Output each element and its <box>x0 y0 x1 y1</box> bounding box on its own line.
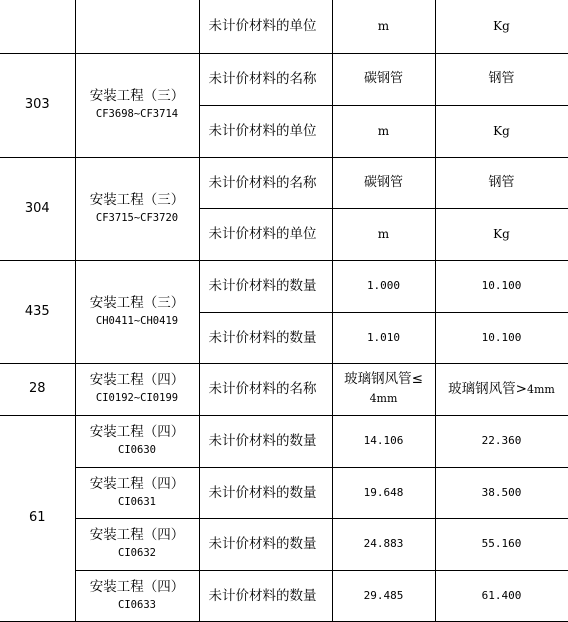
value-size: 4mm <box>369 392 398 405</box>
project-name: 安装工程（四） <box>89 372 185 388</box>
value-cell-2: Kg <box>435 105 568 157</box>
value-cell-2: 61.400 <box>435 570 568 621</box>
attribute-label: 未计价材料的数量 <box>199 518 332 570</box>
value-cell-1: 碳钢管 <box>332 157 435 208</box>
project-name: 安装工程（四） <box>89 578 185 595</box>
project-cell <box>75 415 199 467</box>
value-cell-1: m <box>332 105 435 157</box>
table-row <box>0 157 568 208</box>
id-cell: 435 <box>0 260 75 363</box>
value-cell-2 <box>435 363 568 415</box>
attribute-label: 未计价材料的名称 <box>199 363 332 415</box>
value-cell-2: 55.160 <box>435 518 568 570</box>
project-name: 安装工程（四） <box>89 527 185 543</box>
table-row <box>0 53 568 105</box>
value-text: 玻璃钢风管≤ <box>344 371 423 387</box>
project-name: 安装工程（三） <box>89 294 185 311</box>
project-cell <box>75 570 199 621</box>
value-size: 4mm <box>526 382 555 396</box>
table-row <box>0 415 568 467</box>
project-name: 安装工程（四） <box>89 424 185 440</box>
project-code: CI0632 <box>118 547 156 559</box>
value-cell-1: 29.485 <box>332 570 435 621</box>
value-cell-2: 10.100 <box>435 260 568 312</box>
value-cell-2: 38.500 <box>435 467 568 518</box>
value-cell-2: 钢管 <box>435 157 568 208</box>
id-cell: 61 <box>0 415 75 621</box>
attribute-label: 未计价材料的单位 <box>199 208 332 260</box>
attribute-label: 未计价材料的单位 <box>199 0 332 53</box>
table-row <box>0 260 568 312</box>
project-name: 安装工程（三） <box>89 88 185 104</box>
project-code: CI0192~CI0199 <box>95 392 179 404</box>
project-cell <box>75 363 199 415</box>
project-name: 安装工程（三） <box>89 191 185 208</box>
project-cell <box>75 518 199 570</box>
value-cell-1: m <box>332 0 435 53</box>
project-cell <box>75 157 199 260</box>
project-code: CI0631 <box>118 495 156 508</box>
attribute-label: 未计价材料的数量 <box>199 260 332 312</box>
project-cell <box>75 0 199 53</box>
project-cell <box>75 467 199 518</box>
value-cell-2: Kg <box>435 0 568 53</box>
project-code: CH0411~CH0419 <box>95 314 179 327</box>
table-row <box>0 363 568 415</box>
id-cell: 304 <box>0 157 75 260</box>
value-cell-1: 1.000 <box>332 260 435 312</box>
project-code: CI0633 <box>118 598 156 611</box>
value-cell-1: 24.883 <box>332 518 435 570</box>
project-cell <box>75 53 199 157</box>
project-code: CF3698~CF3714 <box>95 108 179 120</box>
attribute-label: 未计价材料的数量 <box>199 570 332 621</box>
id-cell: 303 <box>0 53 75 157</box>
value-cell-1: 19.648 <box>332 467 435 518</box>
project-name: 安装工程（四） <box>89 475 185 492</box>
value-cell-1: m <box>332 208 435 260</box>
table-row <box>0 570 568 621</box>
value-text: 玻璃钢风管> <box>448 380 527 397</box>
value-cell-1: 1.010 <box>332 312 435 363</box>
attribute-label: 未计价材料的数量 <box>199 415 332 467</box>
value-cell-2: 10.100 <box>435 312 568 363</box>
attribute-label: 未计价材料的单位 <box>199 105 332 157</box>
attribute-label: 未计价材料的名称 <box>199 157 332 208</box>
table-row <box>0 0 568 53</box>
project-code: CI0630 <box>118 444 156 456</box>
value-cell-2: 22.360 <box>435 415 568 467</box>
id-cell <box>0 0 75 53</box>
value-cell-2: 钢管 <box>435 53 568 105</box>
value-cell-1: 14.106 <box>332 415 435 467</box>
value-cell-1: 碳钢管 <box>332 53 435 105</box>
table-row <box>0 518 568 570</box>
project-code: CF3715~CF3720 <box>95 211 179 224</box>
attribute-label: 未计价材料的数量 <box>199 312 332 363</box>
attribute-label: 未计价材料的名称 <box>199 53 332 105</box>
table-row <box>0 467 568 518</box>
id-cell: 28 <box>0 363 75 415</box>
value-cell-1 <box>332 363 435 415</box>
value-cell-2: Kg <box>435 208 568 260</box>
attribute-label: 未计价材料的数量 <box>199 467 332 518</box>
project-cell <box>75 260 199 363</box>
